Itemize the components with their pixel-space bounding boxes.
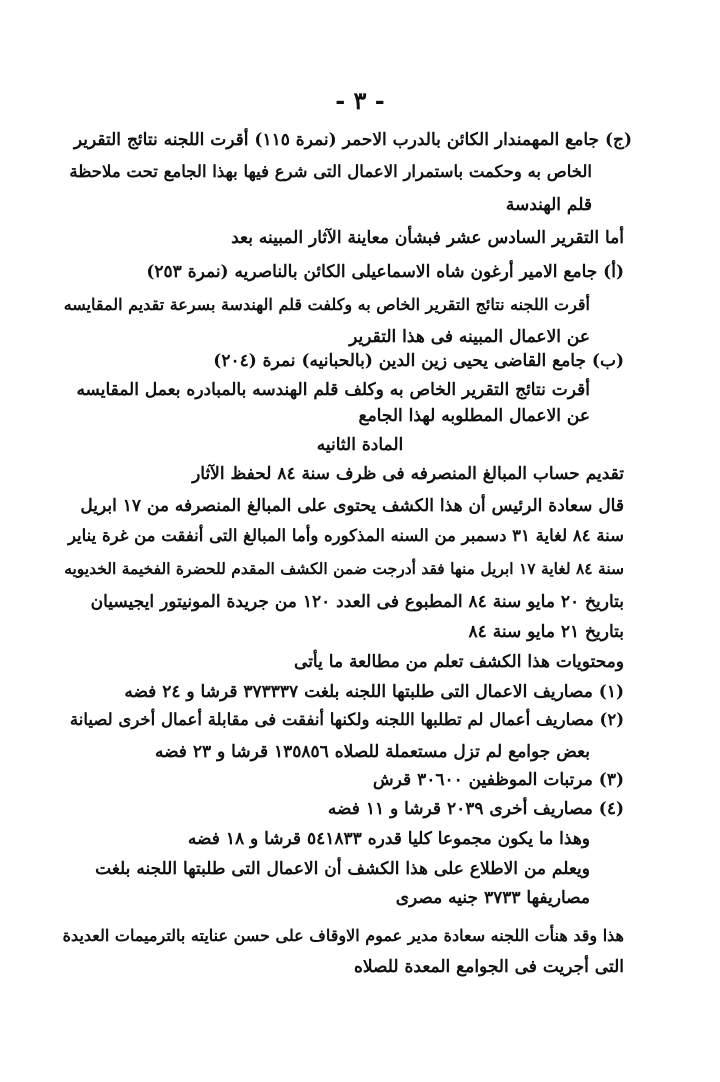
text-line: بعض جوامع لم تزل مستعملة للصلاه ١٣٥٨٥٦ قرشا و ٢٣ فضه bbox=[154, 742, 590, 762]
list-item: (٣) مرتبات الموظفين ٣٠٦٠٠ قرش bbox=[372, 770, 624, 790]
text-line: هذا وقد هنأت اللجنه سعادة مدير عموم الاوقاف على حسن عنايته بالترميمات العديدة bbox=[62, 926, 624, 945]
text-line: أقرت اللجنه نتائج التقرير الخاص به وكلفت قلم الهندسة بسرعة تقديم المقايسه bbox=[63, 295, 590, 314]
text-line: وهذا ما يكون مجموعا كليا قدره ٥٤١٨٣٣ قرشا و ١٨ فضه bbox=[187, 829, 590, 849]
text-line: ويعلم من الاطلاع على هذا الكشف أن الاعمال التى طلبتها اللجنه بلغت bbox=[95, 859, 590, 879]
page-number: - ٣ - bbox=[335, 86, 385, 115]
text-line: سنة ٨٤ لغاية ١٧ ابريل منها فقد أدرجت ضمن الكشف المقدم للحضرة الفخيمة الخديويه bbox=[64, 559, 624, 578]
text-line: (أ) جامع الامير أرغون شاه الاسماعيلى الكائن بالناصريه (نمرة ٢٥٣) bbox=[146, 262, 624, 282]
text-line: (ب) جامع القاضى يحيى زين الدين (بالحبانيه) نمرة (٢٠٤) bbox=[213, 351, 624, 371]
text-line: بتاريخ ٢١ مايو سنة ٨٤ bbox=[468, 622, 624, 642]
text-line: أقرت نتائج التقرير الخاص به وكلف قلم الهندسه بالمبادره بعمل المقايسه bbox=[76, 380, 590, 400]
text-line: قلم الهندسة bbox=[505, 195, 592, 215]
list-item: (١) مصاريف الاعمال التى طلبتها اللجنه بلغت ٣٧٣٣٣٧ قرشا و ٢٤ فضه bbox=[124, 682, 624, 702]
text-line: عن الاعمال المبينه فى هذا التقرير bbox=[349, 327, 590, 347]
list-item: (٤) مصاريف أخرى ٢٠٣٩ قرشا و ١١ فضه bbox=[327, 799, 624, 819]
text-line: مصاريفها ٣٧٣٣ جنيه مصرى bbox=[395, 888, 590, 908]
text-line: تقديم حساب المبالغ المنصرفه فى ظرف سنة ٨٤ لحفظ الآثار bbox=[192, 464, 624, 484]
text-line: عن الاعمال المطلوبه لهذا الجامع bbox=[358, 406, 590, 426]
text-line: سنة ٨٤ لغاية ٣١ دسمبر من السنه المذكوره وأما المبالغ التى أنفقت من غرة يناير bbox=[67, 526, 624, 545]
article-heading: المادة الثانيه bbox=[316, 435, 404, 455]
text-line: بتاريخ ٢٠ مايو سنة ٨٤ المطبوع فى العدد ١٢٠ من جريدة المونيتور ايجيسيان bbox=[90, 592, 624, 612]
section-heading: أما التقرير السادس عشر فبشأن معاينة الآثار المبينه بعد bbox=[231, 228, 624, 248]
list-item: (٢) مصاريف أعمال لم تطلبها اللجنه ولكنها أنفقت فى مقابلة أعمال أخرى لصيانة bbox=[69, 710, 624, 729]
text-line: ومحتويات هذا الكشف تعلم من مطالعة ما يأتى bbox=[294, 652, 624, 672]
text-line: قال سعادة الرئيس أن هذا الكشف يحتوى على المبالغ المنصرفه من ١٧ ابريل bbox=[80, 496, 624, 516]
text-line: (ج) جامع المهمندار الكائن بالدرب الاحمر (نمرة ١١٥) أقرت اللجنه نتائج التقرير bbox=[73, 130, 632, 150]
text-line: الخاص به وحكمت باستمرار الاعمال التى شرع فيها بهذا الجامع تحت ملاحظة bbox=[69, 162, 592, 181]
text-line: التى أجريت فى الجوامع المعدة للصلاه bbox=[353, 957, 624, 977]
